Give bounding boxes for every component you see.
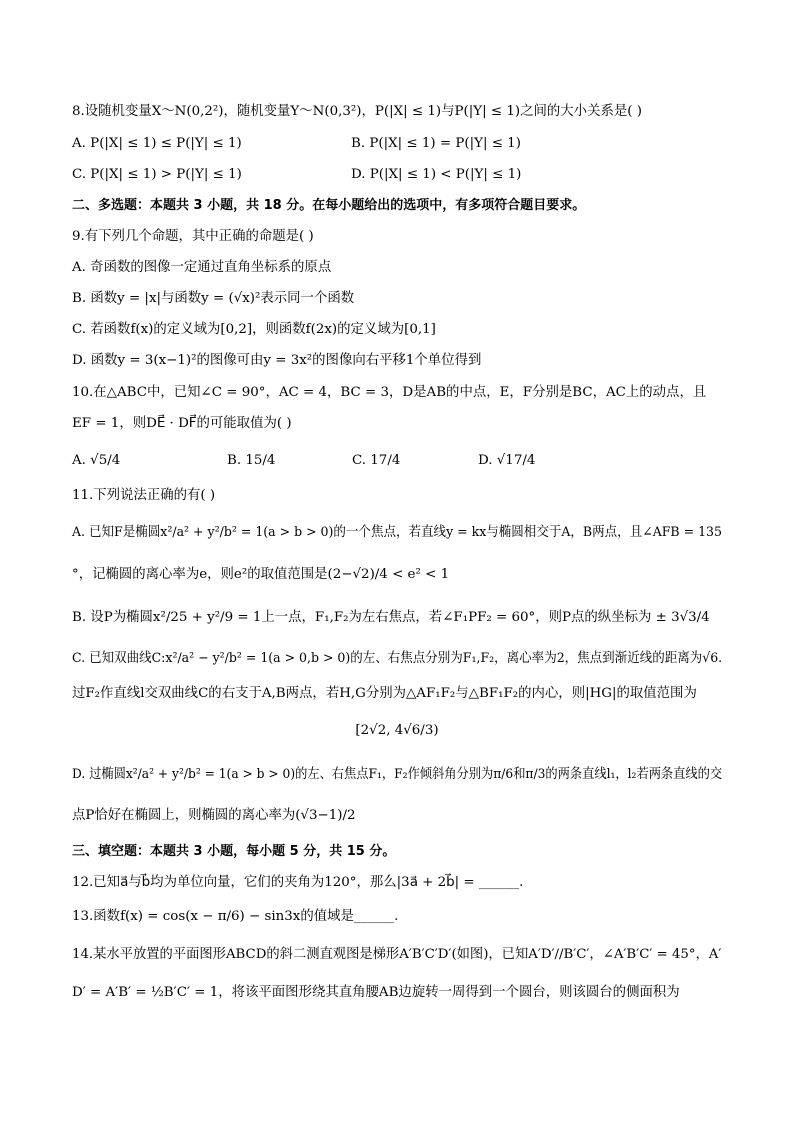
q10-option-d: D. √17/4 <box>478 453 536 468</box>
q10-option-b: B. 15/4 <box>227 453 276 468</box>
q8-stem: 8.设随机变量X～N(0,2²)，随机变量Y～N(0,3²)，P(|X| ≤ 1)与P(|Y| ≤ 1)之间的大小关系是( ) <box>72 104 642 119</box>
q11-option-c-range: [2√2, 4√6/3) <box>355 723 439 738</box>
q10-option-c: C. 17/4 <box>352 453 401 468</box>
q11-stem: 11.下列说法正确的有( ) <box>72 488 216 503</box>
q11-option-b: B. 设P为椭圆x²/25 + y²/9 = 1上一点，F₁,F₂为左右焦点，若∠F₁PF₂ = 60°，则P点的纵坐标为 ± 3√3/4 <box>72 610 710 625</box>
q9-stem: 9.有下列几个命题，其中正确的命题是( ) <box>72 229 314 244</box>
q13: 13.函数f(x) = cos(x − π/6) − sin3x的值域是______. <box>72 909 399 924</box>
q10-stem-line1: 10.在△ABC中，已知∠C = 90°，AC = 4，BC = 3，D是AB的中点，E，F分别是BC，AC上的动点，且 <box>72 385 707 400</box>
q11-option-d-line1: D. 过椭圆x²/a² + y²/b² = 1(a > b > 0)的左、右焦点F₁，F₂作倾斜角分别为π/6和π/3的两条直线l₁，l₂若两条直线的交 <box>72 767 723 782</box>
q8-option-b: B. P(|X| ≤ 1) = P(|Y| ≤ 1) <box>351 136 521 151</box>
q9-option-d: D. 函数y = 3(x−1)²的图像可由y = 3x²的图像向右平移1个单位得到 <box>72 353 482 368</box>
q9-option-c: C. 若函数f(x)的定义域为[0,2]，则函数f(2x)的定义域为[0,1] <box>72 322 436 337</box>
section-3-heading: 三、填空题：本题共 3 小题，每小题 5 分，共 15 分。 <box>72 844 396 859</box>
q11-option-c-line2: 过F₂作直线l交双曲线C的右支于A,B两点，若H,G分别为△AF₁F₂与△BF₁F₂的内心，则|HG|的取值范围为 <box>72 686 697 701</box>
q11-option-d-line2: 点P恰好在椭圆上，则椭圆的离心率为(√3−1)/2 <box>72 808 356 823</box>
q11-option-a-line1: A. 已知F是椭圆x²/a² + y²/b² = 1(a > b > 0)的一个焦点，若直线y = kx与椭圆相交于A，B两点，且∠AFB = 135 <box>72 525 722 540</box>
q11-option-c-line1: C. 已知双曲线C:x²/a² − y²/b² = 1(a > 0,b > 0)的左、右焦点分别为F₁,F₂，离心率为2，焦点到渐近线的距离为√6. <box>72 651 723 666</box>
q9-option-b: B. 函数y = |x|与函数y = (√x)²表示同一个函数 <box>72 291 355 306</box>
q14-line1: 14.某水平放置的平面图形ABCD的斜二测直观图是梯形A′B′C′D′(如图)，已知A′D′//B′C′，∠A′B′C′ = 45°，A′ <box>72 947 722 962</box>
q14-line2: D′ = A′B′ = ½B′C′ = 1，将该平面图形绕其直角腰AB边旋转一周得到一个圆台，则该圆台的侧面积为 <box>72 985 680 1000</box>
q8-option-d: D. P(|X| ≤ 1) < P(|Y| ≤ 1) <box>351 167 522 182</box>
section-2-heading: 二、多选题：本题共 3 小题，共 18 分。在每小题给出的选项中，有多项符合题目要求。 <box>72 198 586 213</box>
q12: 12.已知a⃗与b⃗均为单位向量，它们的夹角为120°，那么|3a⃗ + 2b⃗| = ______. <box>72 875 524 890</box>
q11-option-a-line2: °，记椭圆的离心率为e，则e²的取值范围是(2−√2)/4 < e² < 1 <box>72 567 450 582</box>
q9-option-a: A. 奇函数的图像一定通过直角坐标系的原点 <box>72 260 332 275</box>
q8-option-a: A. P(|X| ≤ 1) ≤ P(|Y| ≤ 1) <box>72 136 242 151</box>
q10-stem-line2: EF = 1，则DE⃗ · DF⃗的可能取值为( ) <box>72 416 292 431</box>
q8-option-c: C. P(|X| ≤ 1) > P(|Y| ≤ 1) <box>72 167 242 182</box>
q10-option-a: A. √5/4 <box>72 453 121 468</box>
